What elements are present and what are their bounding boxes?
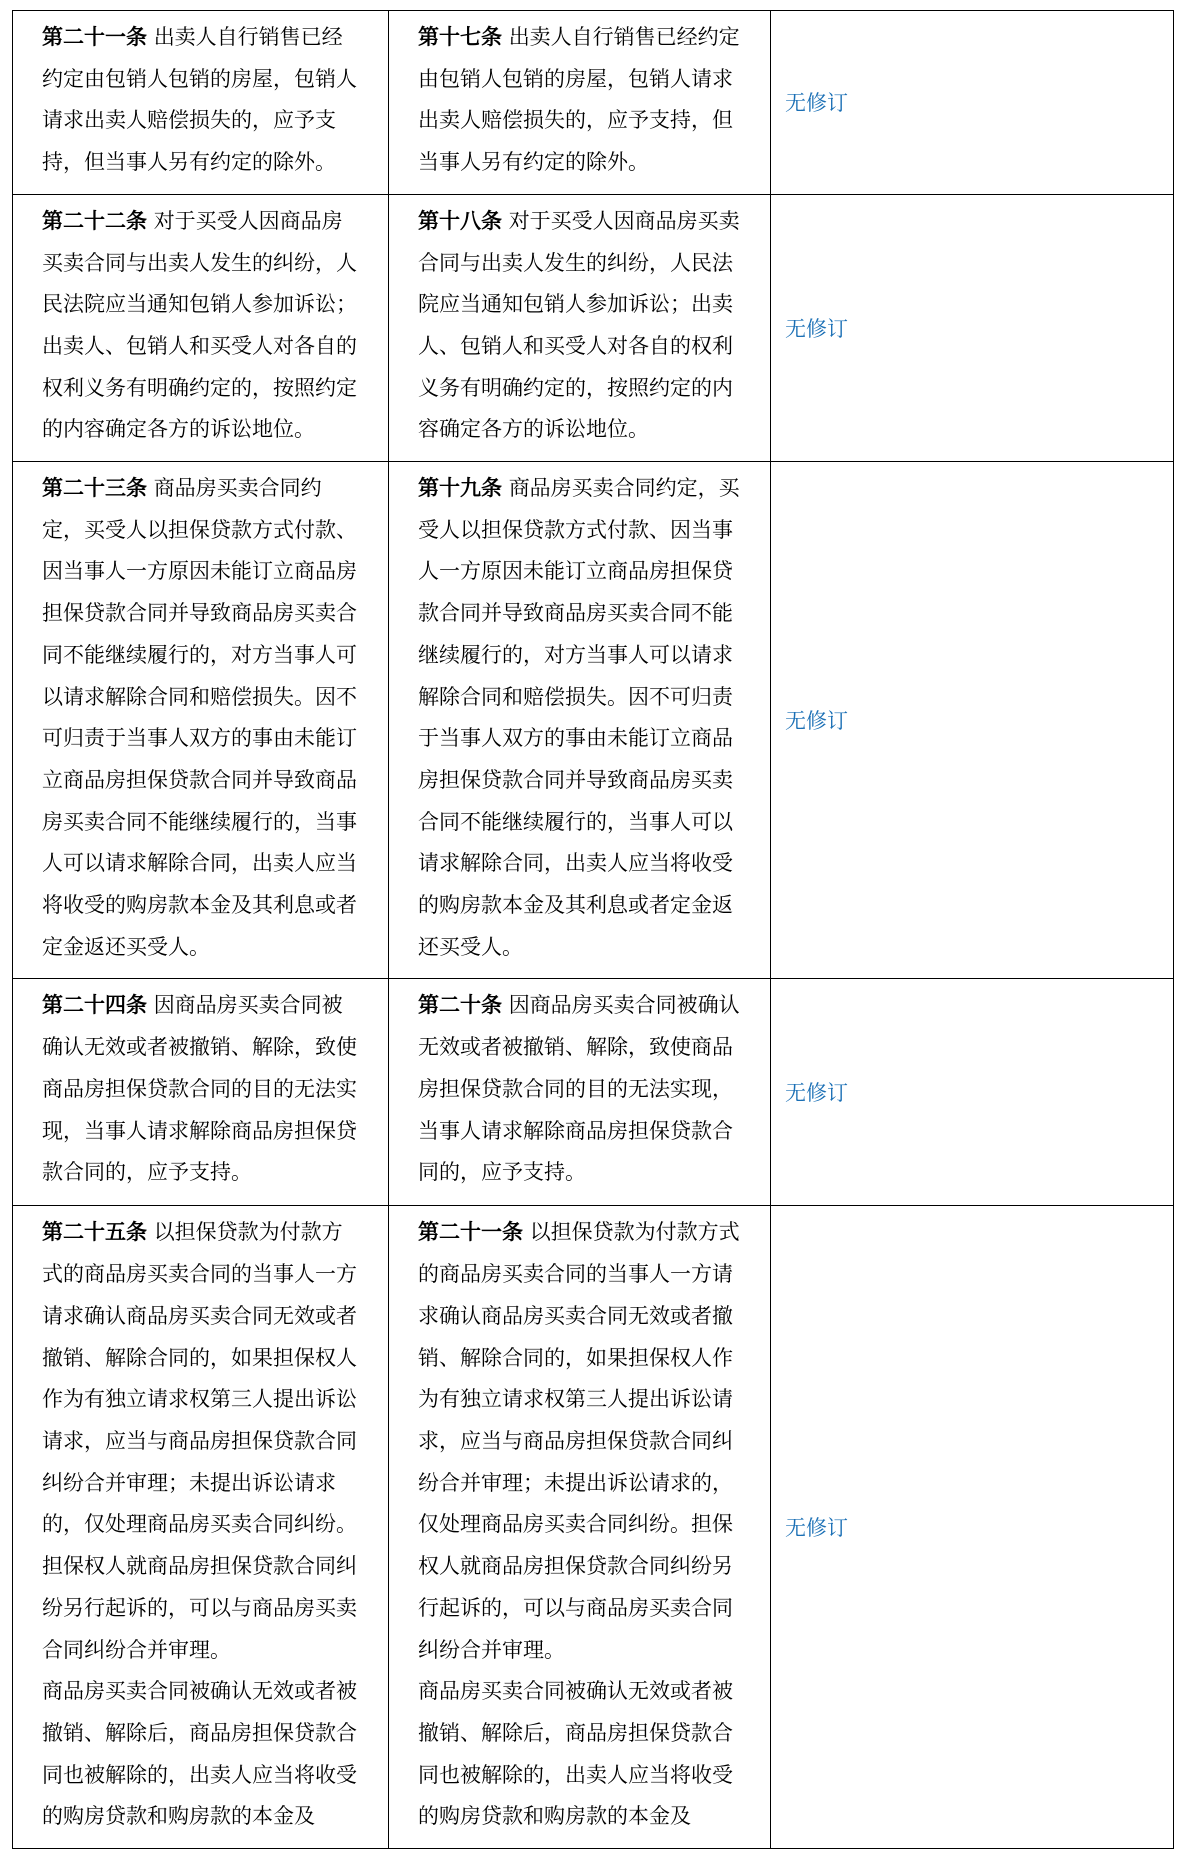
new-article-text: 以担保贷款为付款方式的商品房买卖合同的当事人一方请求确认商品房买卖合同无效或者撤销、解除合同的，如果担保权人作为有独立请求权第三人提出诉讼请求，应当与商品房担保贷款合同纠纷合并审理；未提出诉讼请求的，仅处理商品房买卖合同纠纷。担保权人就商品房担保贷款合同纠纷另行起诉的，可以与商品房买卖合同纠纷合并审理。 (418, 1220, 740, 1662)
new-article-cell (389, 11, 771, 195)
table-row (13, 462, 1174, 979)
new-article-text: 商品房买卖合同约定，买受人以担保贷款方式付款、因当事人一方原因未能订立商品房担保贷款合同并导致商品房买卖合同不能继续履行的，对方当事人可以请求解除合同和赔偿损失。因不可归责于当事人双方的事由未能订立商品房担保贷款合同并导致商品房买卖合同不能继续履行的，当事人可以请求解除合同，出卖人应当将收受的购房款本金及其利息或者定金返还买受人。 (418, 476, 740, 959)
new-article-number: 第十九条 (418, 476, 502, 501)
revision-status: 无修订 (785, 316, 848, 341)
old-article-number: 第二十四条 (42, 993, 147, 1018)
old-article-text: 因商品房买卖合同被确认无效或者被撤销、解除，致使商品房担保贷款合同的目的无法实现，当事人请求解除商品房担保贷款合同的，应予支持。 (42, 993, 357, 1185)
old-article-number: 第二十五条 (42, 1220, 147, 1245)
old-article-text: 以担保贷款为付款方式的商品房买卖合同的当事人一方请求确认商品房买卖合同无效或者撤销、解除合同的，如果担保权人作为有独立请求权第三人提出诉讼请求，应当与商品房担保贷款合同纠纷合并审理；未提出诉讼请求的，仅处理商品房买卖合同纠纷。担保权人就商品房担保贷款合同纠纷另行起诉的，可以与商品房买卖合同纠纷合并审理。 (42, 1220, 357, 1662)
old-article-paragraph-2: 商品房买卖合同被确认无效或者被撤销、解除后，商品房担保贷款合同也被解除的，出卖人应当将收受的购房贷款和购房款的本金及 (42, 1679, 357, 1829)
table-row (13, 1206, 1174, 1849)
table-row (13, 194, 1174, 461)
new-article-text: 对于买受人因商品房买卖合同与出卖人发生的纠纷，人民法院应当通知包销人参加诉讼；出卖人、包销人和买受人对各自的权利义务有明确约定的，按照约定的内容确定各方的诉讼地位。 (418, 208, 740, 442)
revision-status: 无修订 (785, 1516, 848, 1541)
table-row (13, 11, 1174, 195)
old-article-number: 第二十一条 (42, 25, 147, 49)
old-article-text: 商品房买卖合同约定，买受人以担保贷款方式付款、因当事人一方原因未能订立商品房担保贷款合同并导致商品房买卖合同不能继续履行的，对方当事人可以请求解除合同和赔偿损失。因不可归责于当事人双方的事由未能订立商品房担保贷款合同并导致商品房买卖合同不能继续履行的，当事人可以请求解除合同，出卖人应当将收受的购房款本金及其利息或者定金返还买受人。 (42, 476, 357, 959)
table-row (13, 979, 1174, 1206)
new-article-text: 因商品房买卖合同被确认无效或者被撤销、解除，致使商品房担保贷款合同的目的无法实现，当事人请求解除商品房担保贷款合同的，应予支持。 (418, 993, 740, 1185)
new-article-number: 第十七条 (418, 25, 502, 49)
status-cell (771, 979, 1174, 1206)
status-cell (771, 194, 1174, 461)
old-article-cell (13, 11, 389, 195)
comparison-table (12, 10, 1174, 1849)
new-article-cell (389, 194, 771, 461)
old-article-text: 对于买受人因商品房买卖合同与出卖人发生的纠纷，人民法院应当通知包销人参加诉讼；出卖人、包销人和买受人对各自的权利义务有明确约定的，按照约定的内容确定各方的诉讼地位。 (42, 208, 357, 442)
status-cell (771, 462, 1174, 979)
new-article-number: 第二十条 (418, 993, 502, 1018)
new-article-text: 出卖人自行销售已经约定由包销人包销的房屋，包销人请求出卖人赔偿损失的，应予支持，但当事人另有约定的除外。 (418, 25, 740, 175)
new-article-cell (389, 462, 771, 979)
new-article-paragraph-2: 商品房买卖合同被确认无效或者被撤销、解除后，商品房担保贷款合同也被解除的，出卖人应当将收受的购房贷款和购房款的本金及 (418, 1679, 733, 1829)
old-article-cell (13, 979, 389, 1206)
old-article-text: 出卖人自行销售已经约定由包销人包销的房屋，包销人请求出卖人赔偿损失的，应予支持，但当事人另有约定的除外。 (42, 25, 357, 175)
revision-status: 无修订 (785, 709, 848, 734)
revision-status: 无修订 (785, 1081, 848, 1106)
old-article-number: 第二十二条 (42, 208, 147, 233)
old-article-number: 第二十三条 (42, 476, 147, 501)
revision-status: 无修订 (785, 91, 848, 116)
new-article-cell (389, 979, 771, 1206)
new-article-number: 第十八条 (418, 208, 502, 233)
status-cell (771, 1206, 1174, 1849)
new-article-number: 第二十一条 (418, 1220, 523, 1245)
old-article-cell (13, 462, 389, 979)
old-article-cell (13, 1206, 389, 1849)
new-article-cell (389, 1206, 771, 1849)
old-article-cell (13, 194, 389, 461)
status-cell (771, 11, 1174, 195)
